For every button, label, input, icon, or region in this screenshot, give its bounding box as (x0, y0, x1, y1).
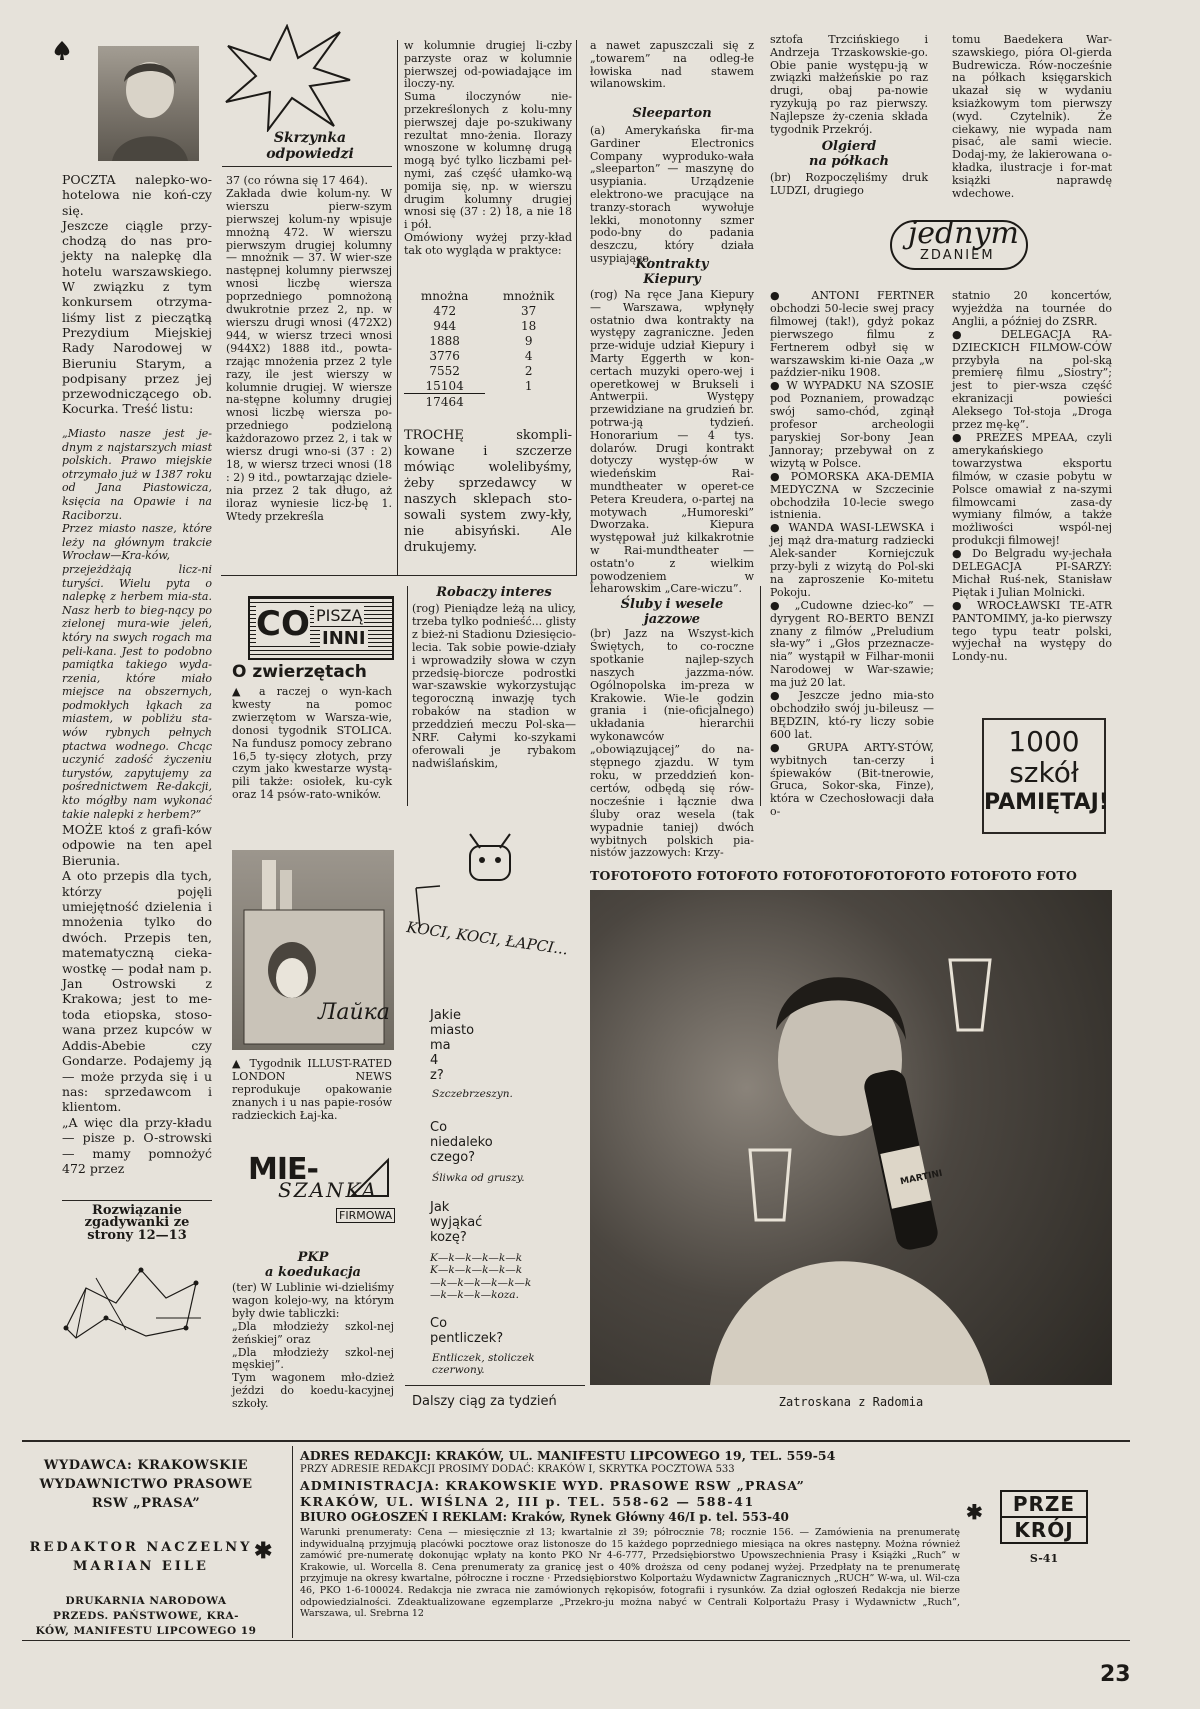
sluby-text: (br) Jazz na Wszyst-kich Świętych, to co-roczne spotkanie najlep-szych naszych jazzma-nów. Ogólnopolska im-preza w Krakowie. Wie-le godzin grania i (nie-oficjalnego) układania hierarchii wykonawców „obowiązującej” do na-stępnego zjazdu. W tym roku, w przeddzień kon-certów, odbędą się rów-nocześnie i łącznie dwa śluby oraz wesela (tak wypadnie taniej) dwóch wybitnych polskich pia-nistów jazzowych: Krzy- (590, 627, 754, 860)
przekroj-code: S-41 (1029, 1552, 1059, 1565)
col6-text: tomu Baedekera War-szawskiego, pióra Ol-gierda Budrewicza. Rów-nocześnie na półkach księgarskich ukazał się w wydaniu ksiażkowym tom pierwszy (wyd. Czytelnik). Że ciekawy, nie wypada nam pisać, ale sami wiecie. Dodaj-my, że lakierowana o-kładka, ilustracje i for-mat książki naprawdę wdechowe. (952, 33, 1112, 200)
rule-sluby-right (760, 586, 761, 806)
co-logo-b: PISZĄ (316, 606, 363, 625)
footer-warunki: Warunki prenumeraty: Cena — miesięcznie zł 13; kwartalnie zł 39; półrocznie 78; rocznie 156. — Zamówienia na prenumeratę indywidualną przyjmują placówki pocztowe oraz listonosze do 15 każdego poprzedniego miesiąca na okres następny. Można również zamówić pre-numeratę dokonując wpłaty na konto PKO Nr 4-6-777, Przedsiębiorstwo Upowszechnienia Prasy i Książki „Ruch” w Krakowie, ul. Worcella 8. Cena prenumeraty za granicę jest o 40% droższa od ceny podanej wyżej. Przedpłaty na te prenumeratę przyjmuje na okresy kwartalne, półroczne i roczne · Przedsiębiorstwo Kolportażu Wydawnictw Zagranicznych „RUCH” W-wa, ul. Wil-cza 46, PKO 1-6-100024. Redakcja nie zwraca nie zamówionych rękopisów, fotografii i rysunków. Za dział ogłoszeń Redakcja nie bierze odpowiedzialności. Zdeaktualizowane egzemplarze „Przekro-ju można nabyć w Centrali Kolportażu Prasy i Wydawnictw „Ruch”, Warszawa, ul. Srebrna 12 (300, 1527, 960, 1620)
olgierd-title: Olgierd na półkach (809, 139, 889, 169)
sleeparton-title: Sleeparton (632, 106, 712, 121)
puzzle-solution-diagram (46, 1258, 216, 1350)
mn-cell: 7552 (429, 363, 460, 378)
co-logo-c: INNI (322, 628, 366, 649)
kiepura-text: (rog) Na ręce Jana Kiepury — Warszawa, wpłynęły ostatnio dwa kontrakty na występy zagraniczne. Jeden prze-widuje udział Kiepury i Marty Eggerth w kon-certach muzyki opero-wej i operetkowej w Brukseli i Antwerpii. Występy przewidziane na grudzień br. potrwa-ją tydzień. Honorarium — 4 tys. dolarów. Drugi kontrakt dotyczy występ-ów w wiedeńskim Rai-mundtheater w operet-ce Petera Kreudera, o-partej na motywach „Humoreski” Dworzaka. Kiepura występował już kilkakrotnie w Rai-mundtheater — ostatn'o z wielkim powodzeniem w leharowskim „Care-wiczu”. (590, 288, 754, 596)
rule-koci-bottom (405, 1385, 585, 1386)
mn-cell: 2 (524, 363, 533, 378)
col3-end: TROCHĘ skompli-kowane i szczerze mówiąc wolelibyśmy, żeby sprzedawcy w naszych sklepach sto-sowali system zwy-kły, nie abisyński. Ale drukujemy. (404, 428, 572, 555)
co-pisza-logo (248, 596, 394, 660)
koci-footer: Dalszy ciąg za tydzień (412, 1394, 557, 1409)
footer-redaktor: REDAKTOR NACZELNY MARIAN EILE (29, 1540, 253, 1574)
mn-cell: 37 (521, 303, 537, 318)
col5-text: sztofa Trzcińskiego i Andrzeja Trzaskowskie-go. Obie panie występu-ją w związki małżeńskie po raz drugi, obaj pa-nowie ryzykują po raz pierwszy. Najlepsze ży-czenia składa tygodnik Przekrój. (770, 33, 928, 136)
martini-label: MARTINI (899, 1168, 944, 1188)
rule-col3-bottom (221, 575, 577, 576)
woman-with-bottle-icon (590, 890, 1112, 1385)
starburst-icon (222, 24, 352, 132)
mn-header-mnozna: mnożna (420, 288, 469, 303)
mn-cell: 944 (433, 318, 457, 333)
pkp-title: PKP a koedukacja (265, 1250, 361, 1280)
koci-a2: Śliwka od gruszy. (432, 1172, 525, 1184)
mn-cell: 472 (433, 303, 457, 318)
mn-cell: 9 (524, 333, 533, 348)
jednym-script: jednym (908, 216, 1019, 251)
woman-portrait-icon (98, 46, 199, 161)
przekroj-logo-a: PRZE (1000, 1490, 1088, 1518)
multiplication-table (404, 288, 572, 409)
col2-text: 37 (co równa się 17 464). Zakłada dwie kolum-ny. W wierszu pierw-szym pierwszej kolum-ny wpisuje mnożną 472. W wierszu pierwszym drugiej kolumny — mnożnik — 37. W wier-sze następnej kolumny pierwszej wnosi liczbę wiersza poprzedniego pomnożoną dwukrotnie przez 2, np. w wierszu drugi wnosi (472X2) 944, w wiersz trzeci wnosi (944X2) 1888 itd., powta-rzając mnożenia przez 2 tyle razy, ile jest wierszy w kolumnie drugiej. W wiersze na-stępne kolumny drugiej wnosi liczbę wiersza po-przedniego podzieloną każdorazowo przez 2, i tak w wiersz drugi wno-si (37 : 2) 18, w wiersz trzeci wnosi (18 : 2) 9 itd., powtarzając dziele-nia przez 2 tak długo, aż iloraz wyniesie licz-bę 1. Wtedy przekreśla (226, 174, 392, 523)
top-left-glyph (52, 40, 72, 62)
rule-footer-top (22, 1440, 1130, 1442)
mn-cell: 18 (521, 318, 537, 333)
mieszanka-a: MIE- (248, 1152, 318, 1187)
footer-adm2: KRAKÓW, UL. WIŚLNA 2, III p. TEL. 558-62 — 588-41 (300, 1494, 755, 1509)
footer-adres1: ADRES REDAKCJI: KRAKÓW, UL. MANIFESTU LIPCOWEGO 19, TEL. 559-54 (300, 1448, 836, 1463)
koci-q3: Jak wyjąkać kozę? (430, 1200, 483, 1245)
przekroj-logo-b: KRÓJ (1000, 1518, 1088, 1544)
puzzle-caption: Rozwiązanie zgadywanki ze strony 12—13 (84, 1203, 190, 1243)
jednym-zdaniem-logo (890, 216, 1040, 270)
pkp-text: (ter) W Lublinie wi-dzieliśmy wagon kolejo-wy, na którym były dwie tabliczki: „Dla młodzieży szkol-nej żeńskiej” oraz „Dla młodzieży szkol-nej męskiej”. Tym wagonem mło-dzież jeździ do koedu-kacyjnej szkoły. (232, 1281, 394, 1411)
robaczy-text: (rog) Pieniądze leżą na ulicy, trzeba tylko podnieść... glisty z bież-ni Stadionu Dziesięcio-lecia. Tak sobie powie-działy i wprowadziły słowa w czyn przedsię-biorcze podrostki war-szawskie wykorzystując tegoroczną inwazję tych robaków na stadion w przeddzień meczu Pol-ska—NRF. Całymi ko-szykami oferowali je rybakom nadwiślańskim, (412, 602, 576, 770)
sluby-title: Śluby i wesele jazzowe (620, 597, 724, 627)
rule-col1-top (222, 166, 392, 167)
mn-cell: 1888 (429, 333, 460, 348)
gramophone-icon (348, 1156, 392, 1204)
przekroj-logo (1000, 1490, 1088, 1565)
rule-col3-left (397, 40, 398, 575)
photo-caption: Zatroskana z Radomia (778, 1395, 924, 1409)
olgierd-text: (br) Rozpoczęliśmy druk LUDZI, drugiego (770, 171, 928, 197)
laika-text: ▲ Tygodnik ILLUST-RATED LONDON NEWS reprodukuje opakowanie znanych i u nas papie-rosów radzieckich Łaj-ka. (232, 1057, 392, 1122)
rule-col1-puzzle (62, 1200, 212, 1201)
photo-banner: TOFOTOFOTO FOTOFOTO FOTOFOTOFOTOFOTO FOTOFOTO FOTO (590, 868, 1078, 883)
rule-footer-bottom (22, 1640, 1130, 1641)
mn-cell: 1 (524, 378, 533, 393)
ad-pamietaj: PAMIĘTAJ! (984, 790, 1109, 815)
rule-robaczy-left (407, 586, 408, 806)
col4-intro: a nawet zapuszczali się z „towarem” na odleg-łe łowiska nad stawem wilanowskim. (590, 39, 754, 91)
koci-a3: K—k—k—k—k—k K—k—k—k—k—k —k—k—k—k—k—k —k—k—k—koza. (430, 1252, 532, 1302)
starburst-graphic (222, 24, 352, 132)
mn-cell: 3776 (429, 348, 460, 363)
skrzynka-title: Skrzynka odpowiedzi (266, 130, 354, 162)
kiepura-title: Kontrakty Kiepury (635, 257, 709, 287)
laika-label: Лайка (318, 1000, 390, 1025)
mieszanka-b: SZANKA (278, 1178, 379, 1202)
rule-footer-vertical (292, 1446, 293, 1638)
co-logo-a: CO (256, 604, 310, 644)
koci-q4: Co pentliczek? (430, 1316, 504, 1346)
footer-biuro: BIURO OGŁOSZEŃ I REKLAM: Kraków, Rynek Główny 46/I p. tel. 553-40 (300, 1510, 789, 1524)
koci-a4: Entliczek, stoliczek czerwony. (432, 1352, 535, 1377)
mn-table (404, 288, 572, 409)
koci-title: KOCI, KOCI, ŁAPCI... (405, 918, 570, 959)
jednym-caps: ZDANIEM (920, 248, 995, 263)
martini-photo (590, 890, 1112, 1385)
mn-cell: 4 (524, 348, 533, 363)
ad-szkol: szkół (1009, 756, 1079, 789)
robaczy-title: Robaczy interes (436, 585, 552, 600)
jednym-col-b: statnio 20 koncertów, wyjeżdża na tournée do Anglii, a później do ZSRR. ● DELEGACJA RA-DZIECKICH FILMOW-CÓW przybyła na pol-ską premierę filmu „Siostry”; jest to pier-wsza część ekranizacji powieści Aleksego Toł-stoja „Droga przez mę-kę”. ● PREZES MPEAA, czyli amerykańskiego towarzystwa eksportu filmów, w czasie pobytu w Polsce omawiał z na-szymi filmowcami zasa-dy wymiany filmów, a także możliwości wspól-nej produkcji filmowej! ● Do Belgradu wy-jechała DELEGACJA PI-SARZY: Michał Ruś-nek, Stanisław Piętak i Julian Molnicki. ● WROCŁAWSKI TE-ATR PANTOMIMY, ja-ko pierwszy tego typu teatr polski, wyjechał na występy do Londy-nu. (952, 289, 1112, 664)
spade-ornament-icon (52, 40, 72, 62)
o-zwierzetach-title: O zwierzętach (232, 662, 367, 682)
col1-intro: POCZTA nalepko-wo-hotelowa nie koń-czy się. Jeszcze ciągle przy-chodzą do nas pro-jekty na nalepkę dla hotelu warszawskiego. W związku z tym konkursem otrzyma-liśmy list z pieczątką Prezydium Miejskiej Rady Narodowej w Bieruniu Starym, a podpisany przez jej przewodniczącego ob. Kocurka. Treść listu: (62, 172, 212, 417)
mn-header-mnoznik: mnożnik (502, 288, 555, 303)
footer-wydawca: WYDAWCA: KRAKOWSKIE WYDAWNICTWO PRASOWE RSW „PRASA” (39, 1458, 253, 1511)
koci-a1: Szczebrzeszyn. (432, 1088, 513, 1100)
footer-drukarnia: DRUKARNIA NARODOWA PRZEDS. PAŃSTWOWE, KRA- KÓW, MANIFESTU LIPCOWEGO 19 (35, 1595, 257, 1637)
o-zwierzetach-text: ▲ a raczej o wyn-kach kwesty na pomoc zwierzętom w Warsza-wie, donosi tygodnik STOLICA. Na fundusz pomocy zebrano 16,5 ty-sięcy złotych, przy czym jako kwestarze wystą-pili także: osiołek, ku-cyk oraz 14 psów-rato-wników. (232, 685, 392, 802)
footer-asterisk-left: ✱ (254, 1538, 273, 1564)
portrait-photo (98, 46, 199, 161)
footer-asterisk-right: ✱ (966, 1500, 983, 1524)
jednym-col-a: ● ANTONI FERTNER obchodzi 50-lecie swej pracy filmowej (tak!), gdyż pokaz pierwszego filmu z Fertnerem odbył się w warszawskim ki-nie Oaza „w paździer-niku 1908. ● W WYPADKU NA SZOSIE pod Poznaniem, prowadząc swój samo-chód, zginął profesor archeologii paryskiej Sor-bony Jean Jannoray; przebywał on z wizytą w Polsce. ● POMORSKA AKA-DEMIA MEDYCZNA w Szczecinie obchodziła 10-lecie swego istnienia. ● WANDA WASI-LEWSKA i jej mąż dra-maturg radziecki Alek-sander Korniejczuk przy-byli z wizytą do Pol-ski na zaproszenie Ko-mitetu Pokoju. ● „Cudowne dziec-ko” — dyrygent RO-BERTO BENZI znany z filmów „Preludium sła-wy” i „Głos przeznacze-nia” wystąpił w Filhar-monii Narodowej w War-szawie; ma już 20 lat. ● Jeszcze jedno mia-sto obchodziło swój ju-bileusz — BĘDZIN, któ-ry liczy sobie 600 lat. ● GRUPA ARTY-STÓW, wybitnych tan-cerzy i śpiewaków (Bit-tnerowie, Gruca, Sokor-ska, Finze), która w Czechosłowacji dała o- (770, 289, 934, 819)
page-number: 23 (1100, 1662, 1131, 1687)
col3-text: w kolumnie drugiej li-czby parzyste oraz w kolumnie pierwszej od-powiadające im iloczy-ny. Suma iloczynów nie-przekreślonych z kolu-mny pierwszej daje po-szukiwany rezultat mno-żenia. Ilorazy wnoszone w kolumnę drugą mogą być tylko liczbami peł-nymi, zaś część ułamko-wą pomija się, np. w wierszu drugim kolumny drugiej wnosi się (37 : 2) 18, a nie 18 i pół. Omówiony wyżej przy-kład tak oto wygląda w praktyce: (404, 39, 572, 257)
puzzle-path-icon (46, 1258, 216, 1350)
koci-q1: Jakie miasto ma 4 z? (430, 1008, 475, 1083)
footer-adres2: PRZY ADRESIE REDAKCJI PROSIMY DODAĆ: KRAKÓW I, SKRYTKA POCZTOWA 533 (300, 1464, 735, 1475)
koci-q2: Co niedaleko czego? (430, 1120, 493, 1165)
col1-end: MOŻE ktoś z grafi-ków odpowie na ten apel Bierunia. A oto przepis dla tych, którzy pojęli umiejętność dzielenia i mnożenia tylko do dwóch. Przepis ten, matematyczną cieka-wostkę — podał nam p. Jan Ostrowski z Krakowa; jest to me-toda etiopska, stoso-wana przez kupców w Addis-Abebie czy Gondarze. Podajemy ją — może przyda się i u nas: sprzedawcom i klientom. „A więc dla przy-kładu — pisze p. O-strowski — mamy pomnożyć 472 przez (62, 822, 212, 1176)
footer-adm1: ADMINISTRACJA: KRAKOWSKIE WYD. PRASOWE RSW „PRASA” (300, 1478, 805, 1493)
sleeparton-text: (a) Amerykańska fir-ma Gardiner Electronics Company wyproduko-wała „sleeparton” — maszynę do usypiania. Urządzenie elektrono-we pracujące na tranzy-storach wywołuje lekki, monotonny szmer podo-bny do padania deszczu, który działa usypiająco. (590, 124, 754, 265)
laika-cigarette-pack (232, 850, 394, 1050)
col1-letter: „Miasto nasze jest je-dnym z najstarszych miast polskich. Prawo miejskie otrzymało już w 1387 roku od Jana Piastowicza, księcia na Opawie i na Raciborzu. Przez miasto nasze, które leży na głównym trakcie Wrocław—Kra-ków, przejeżdżają licz-ni turyści. Wielu pyta o nalepkę z herbem mia-sta. Nasz herb to bieg-nący po zielonej mura-wie jeleń, który na swych rogach ma peli-kana. Jest to podobno pamiątka takiego wyda-rzenia, które miało miejsce na obszernych, podmokłych łąkach za miastem, w pobliżu sta-wów rybnych pełnych ptactwa wodnego. Chcąc uczynić zadość życzeniu turystów, zapytujemy za pośrednictwem Re-dakcji, kto mógłby nam wykonać takie nalepki z herbem?” (62, 427, 212, 821)
ad-1000-szkol (982, 718, 1109, 834)
rule-col3-right (576, 40, 577, 576)
mn-total: 17464 (404, 394, 485, 410)
mieszanka-c: FIRMOWA (336, 1208, 395, 1223)
mieszanka-logo (248, 1152, 398, 1232)
ad-1000: 1000 (1008, 725, 1080, 758)
mn-cell: 15104 (425, 378, 464, 393)
